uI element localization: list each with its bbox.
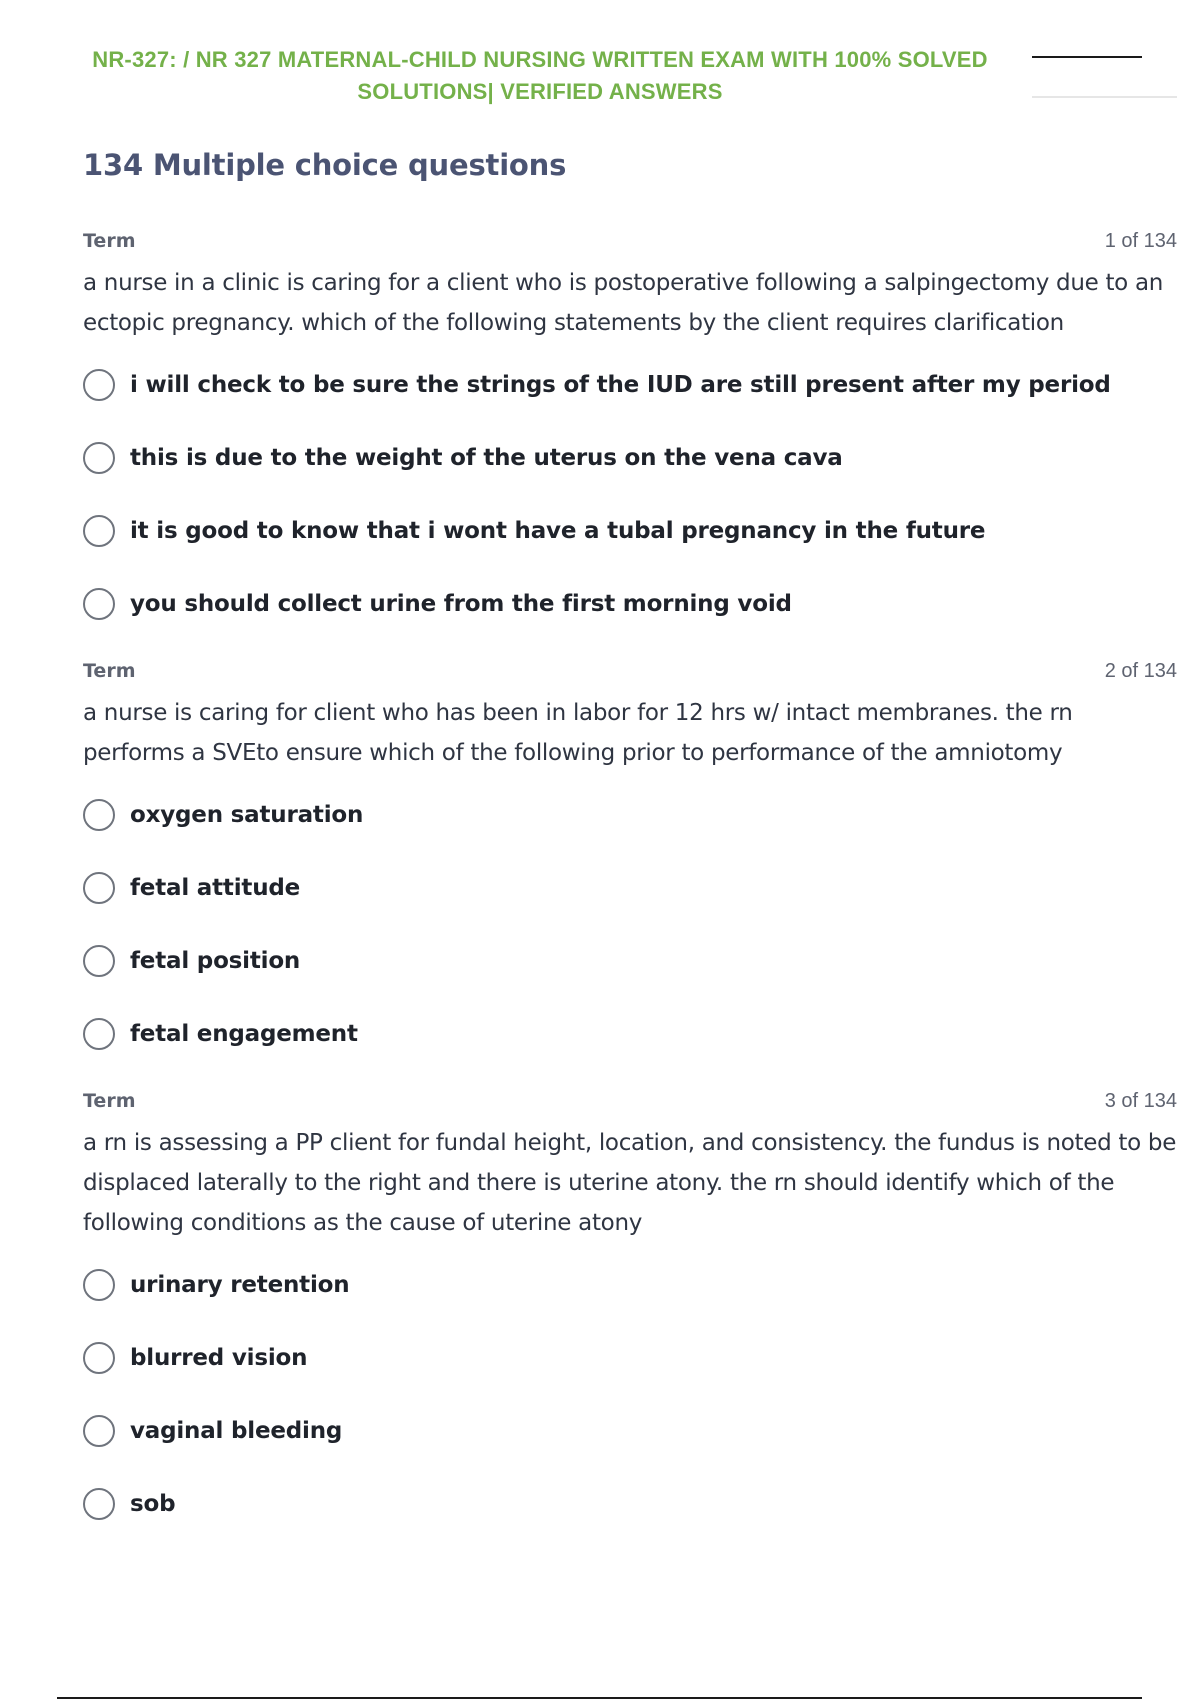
term-label: Term xyxy=(83,660,136,682)
answer-option[interactable] xyxy=(83,1012,1177,1056)
term-label: Term xyxy=(83,1090,136,1112)
card-header xyxy=(83,227,1177,255)
radio-button-icon[interactable] xyxy=(83,1269,115,1301)
radio-button-icon[interactable] xyxy=(83,945,115,977)
radio-button-icon[interactable] xyxy=(83,1018,115,1050)
answer-option[interactable] xyxy=(83,1263,1177,1307)
question-text: a nurse in a clinic is caring for a client who is postoperative following a salpingectomy due to an ectopic pregnancy. which of the following statements by the client requires clarification xyxy=(83,270,1164,336)
answer-option-label: this is due to the weight of the uterus on the vena cava xyxy=(130,445,843,471)
question-counter: 3 of 134 xyxy=(1104,1089,1177,1112)
card-header xyxy=(83,657,1177,685)
answer-option[interactable] xyxy=(83,939,1177,983)
document-header xyxy=(40,44,1040,108)
radio-button-icon[interactable] xyxy=(83,369,115,401)
answer-options xyxy=(83,1263,1177,1526)
answer-option[interactable] xyxy=(83,866,1177,910)
answer-option-label: fetal position xyxy=(130,948,301,974)
answer-option[interactable] xyxy=(83,793,1177,837)
question-text: a nurse is caring for client who has been in labor for 12 hrs w/ intact membranes. the rn performs a SVEto ensure which of the following prior to performance of the amniotomy xyxy=(83,700,1073,766)
card-header xyxy=(83,1087,1177,1115)
answer-option[interactable] xyxy=(83,509,1177,553)
question-card-1 xyxy=(83,227,1177,655)
answer-option-label: you should collect urine from the first morning void xyxy=(130,591,792,617)
radio-button-icon[interactable] xyxy=(83,1488,115,1520)
radio-button-icon[interactable] xyxy=(83,799,115,831)
answer-option-label: i will check to be sure the strings of the IUD are still present after my period xyxy=(130,372,1111,398)
question-counter: 2 of 134 xyxy=(1104,659,1177,682)
header-rule xyxy=(1032,56,1142,58)
question-card-2 xyxy=(83,657,1177,1085)
answer-option-label: blurred vision xyxy=(130,1345,308,1371)
header-title-line-1: NR-327: / NR 327 MATERNAL-CHILD NURSING WRITTEN EXAM WITH 100% SOLVED xyxy=(92,47,988,72)
header-rule-faint xyxy=(1032,96,1177,98)
radio-button-icon[interactable] xyxy=(83,1342,115,1374)
radio-button-icon[interactable] xyxy=(83,588,115,620)
radio-button-icon[interactable] xyxy=(83,1415,115,1447)
question-card-3 xyxy=(83,1087,1177,1555)
answer-option[interactable] xyxy=(83,363,1177,407)
term-label: Term xyxy=(83,230,136,252)
question-counter: 1 of 134 xyxy=(1104,229,1177,252)
answer-option[interactable] xyxy=(83,1336,1177,1380)
radio-button-icon[interactable] xyxy=(83,515,115,547)
answer-option[interactable] xyxy=(83,1482,1177,1526)
answer-option-label: vaginal bleeding xyxy=(130,1418,343,1444)
answer-option[interactable] xyxy=(83,1409,1177,1453)
radio-button-icon[interactable] xyxy=(83,442,115,474)
answer-option-label: oxygen saturation xyxy=(130,802,364,828)
set-title: 134 Multiple choice questions xyxy=(83,148,567,182)
question-text: a rn is assessing a PP client for fundal height, location, and consistency. the fundus is noted to be displaced laterally to the right and there is uterine atony. the rn should identify which of the following conditions as the cause of uterine atony xyxy=(83,1130,1177,1236)
radio-button-icon[interactable] xyxy=(83,872,115,904)
header-title-line-2: SOLUTIONS| VERIFIED ANSWERS xyxy=(357,79,723,104)
answer-option[interactable] xyxy=(83,582,1177,626)
answer-option-label: fetal attitude xyxy=(130,875,301,901)
answer-options xyxy=(83,363,1177,626)
answer-option[interactable] xyxy=(83,436,1177,480)
answer-option-label: urinary retention xyxy=(130,1272,350,1298)
answer-option-label: it is good to know that i wont have a tubal pregnancy in the future xyxy=(130,518,986,544)
answer-option-label: fetal engagement xyxy=(130,1021,358,1047)
answer-options xyxy=(83,793,1177,1056)
answer-option-label: sob xyxy=(130,1491,176,1517)
footer-rule xyxy=(57,1697,1142,1699)
